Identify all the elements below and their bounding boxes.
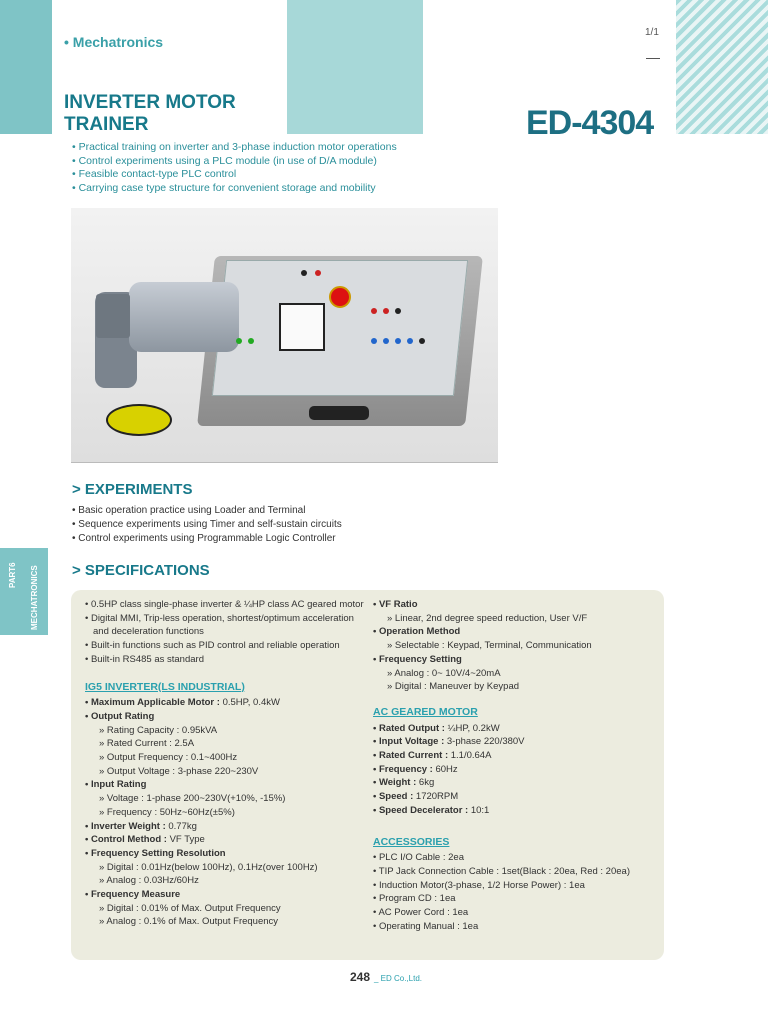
experiment-item: • Control experiments using Programmable Logic Controller: [72, 533, 336, 544]
case-handle: [309, 406, 369, 420]
spec-item: [373, 804, 658, 818]
spec-value: 0.77kg: [165, 820, 197, 832]
footer-page-number: 248: [350, 970, 371, 984]
specifications-heading: > SPECIFICATIONS: [72, 562, 210, 579]
accessories-section-heading: ACCESSORIES: [373, 835, 450, 848]
spec-sub-item: » Frequency : 50Hz~60Hz(±5%): [99, 806, 235, 818]
spec-label: • Frequency Measure: [85, 889, 181, 901]
control-panel: [212, 260, 468, 396]
spec-label: • Frequency Setting Resolution: [85, 847, 226, 859]
inverter-section-heading: IG5 INVERTER(LS INDUSTRIAL): [85, 680, 245, 693]
experiments-list: [72, 504, 342, 546]
spec-sub-item: » Digital : 0.01Hz(below 100Hz), 0.1Hz(over 100Hz): [99, 861, 318, 873]
spec-item: [373, 735, 658, 749]
spec-value: ¼HP, 0.2kW: [444, 722, 500, 734]
spec-sub-item: » Rating Capacity : 0.95kVA: [99, 724, 218, 736]
spec-sub-item: » Digital : 0.01% of Max. Output Frequency: [99, 902, 281, 914]
spec-value: 60Hz: [432, 763, 458, 775]
header-decor-left: [0, 0, 52, 134]
motor-disc: [106, 404, 172, 436]
spec-label: • Frequency Setting: [373, 653, 462, 665]
spec-sub-item: » Rated Current : 2.5A: [99, 738, 195, 750]
accessory-item: • TIP Jack Connection Cable : 1set(Black : 20ea, Red : 20ea): [373, 865, 630, 877]
terminal-jack: [248, 338, 254, 344]
spec-sub-item: » Output Voltage : 3-phase 220~230V: [99, 765, 259, 777]
page-indicator-rule: [646, 58, 660, 59]
spec-item: • 0.5HP class single-phase inverter & ¼HP class AC geared motor: [85, 599, 364, 610]
terminal-jack: [315, 270, 321, 276]
spec-label: • Output Rating: [85, 710, 155, 722]
spec-sub-item: » Voltage : 1-phase 200~230V(+10%, -15%): [99, 793, 286, 805]
experiment-item: • Sequence experiments using Timer and self-sustain circuits: [72, 519, 342, 530]
inverter-specs-continued: [373, 598, 658, 694]
accessory-item: • Induction Motor(3-phase, 1/2 Horse Power) : 1ea: [373, 879, 585, 891]
spec-label: • Frequency :: [373, 763, 433, 775]
accessory-item: • Operating Manual : 1ea: [373, 920, 479, 932]
spec-value: 3-phase 220/380V: [444, 736, 525, 748]
spec-label: • Speed :: [373, 791, 414, 803]
accessory-item: • Program CD : 1ea: [373, 893, 456, 905]
product-photo: [71, 208, 498, 463]
spec-label: • Input Voltage :: [373, 736, 445, 748]
spec-value: 1.1/0.64A: [448, 750, 492, 762]
spec-label: • VF Ratio: [373, 599, 418, 610]
spec-value: 6kg: [416, 777, 435, 789]
terminal-jack: [395, 338, 401, 344]
terminal-jack: [395, 308, 401, 314]
feature-item: • Control experiments using a PLC module (in use of D/A module): [72, 154, 377, 167]
feature-list: [72, 141, 397, 196]
motor-section-heading: AC GEARED MOTOR: [373, 705, 478, 718]
spec-value: 10:1: [468, 804, 490, 816]
model-number: ED-4304: [526, 104, 654, 142]
spec-value: VF Type: [166, 834, 205, 846]
feature-item: • Practical training on inverter and 3-phase induction motor operations: [72, 141, 397, 153]
terminal-jack: [301, 270, 307, 276]
side-part-label: PART6: [8, 562, 17, 588]
terminal-jack: [383, 338, 389, 344]
spec-item: [373, 749, 658, 763]
terminal-jack: [371, 308, 377, 314]
experiment-item: • Basic operation practice using Loader and Terminal: [72, 505, 306, 516]
side-section-label: MECHATRONICS: [30, 565, 39, 630]
spec-label: • Input Rating: [85, 779, 147, 791]
spec-value: 1720RPM: [413, 791, 459, 803]
terminal-jack: [419, 338, 425, 344]
motor-body: [129, 282, 239, 352]
meter-display: [279, 303, 325, 351]
spec-item: [85, 833, 370, 847]
spec-item: [373, 763, 658, 777]
spec-item: • Built-in functions such as PID control and reliable operation: [85, 640, 340, 652]
spec-label: • Rated Current :: [373, 750, 449, 762]
feature-item: • Feasible contact-type PLC control: [72, 168, 237, 181]
accessory-item: • PLC I/O Cable : 2ea: [373, 852, 464, 864]
spec-item: [85, 820, 370, 834]
spec-sub-item: » Digital : Maneuver by Keypad: [387, 681, 520, 693]
motor-terminal-box: [96, 294, 130, 338]
spec-sub-item: » Selectable : Keypad, Terminal, Communication: [387, 640, 592, 652]
spec-item: [85, 696, 370, 710]
footer-company: _ ED Co.,Ltd.: [374, 974, 423, 983]
specs-left-column: [85, 598, 370, 929]
spec-sub-item: » Analog : 0.03Hz/60Hz: [99, 875, 199, 887]
header-decor-stripes: [676, 0, 768, 134]
spec-sub-item: » Analog : 0~ 10V/4~20mA: [387, 667, 501, 679]
spec-sub-item: » Linear, 2nd degree speed reduction, User V/F: [387, 612, 588, 624]
spec-item: • Digital MMI, Trip-less operation, shortest/optimum acceleration and deceleration functions: [85, 612, 354, 638]
spec-value: 0.5HP, 0.4kW: [219, 697, 280, 709]
spec-label: • Control Method :: [85, 834, 167, 846]
terminal-jack: [383, 308, 389, 314]
motor-specs: [373, 722, 658, 818]
spec-label: • Speed Decelerator :: [373, 804, 469, 816]
general-specs: [85, 598, 370, 667]
page-indicator: 1/1: [645, 27, 659, 38]
accessory-item: • AC Power Cord : 1ea: [373, 907, 469, 919]
spec-label: • Maximum Applicable Motor :: [85, 697, 220, 709]
specs-right-column: [373, 598, 658, 933]
spec-label: • Inverter Weight :: [85, 820, 166, 832]
category-label: • Mechatronics: [64, 34, 164, 50]
terminal-jack: [236, 338, 242, 344]
inverter-specs: [85, 696, 370, 929]
feature-item: • Carrying case type structure for convenient storage and mobility: [72, 182, 376, 195]
spec-item: [373, 776, 658, 790]
spec-sub-item: » Output Frequency : 0.1~400Hz: [99, 752, 238, 764]
spec-label: • Rated Output :: [373, 722, 445, 734]
header-decor-middle: [287, 0, 423, 134]
terminal-jack: [371, 338, 377, 344]
product-title: INVERTER MOTOR TRAINER: [64, 92, 236, 135]
spec-item: • Built-in RS485 as standard: [85, 653, 204, 665]
spec-label: • Operation Method: [373, 626, 461, 638]
accessories-list: [373, 851, 658, 933]
spec-item: [373, 722, 658, 736]
terminal-jack: [407, 338, 413, 344]
spec-item: [373, 790, 658, 804]
emergency-stop-button: [329, 286, 351, 308]
side-section-tab: [0, 548, 48, 635]
experiments-heading: > EXPERIMENTS: [72, 481, 193, 498]
spec-sub-item: » Analog : 0.1% of Max. Output Frequency: [99, 916, 279, 928]
spec-label: • Weight :: [373, 777, 417, 789]
